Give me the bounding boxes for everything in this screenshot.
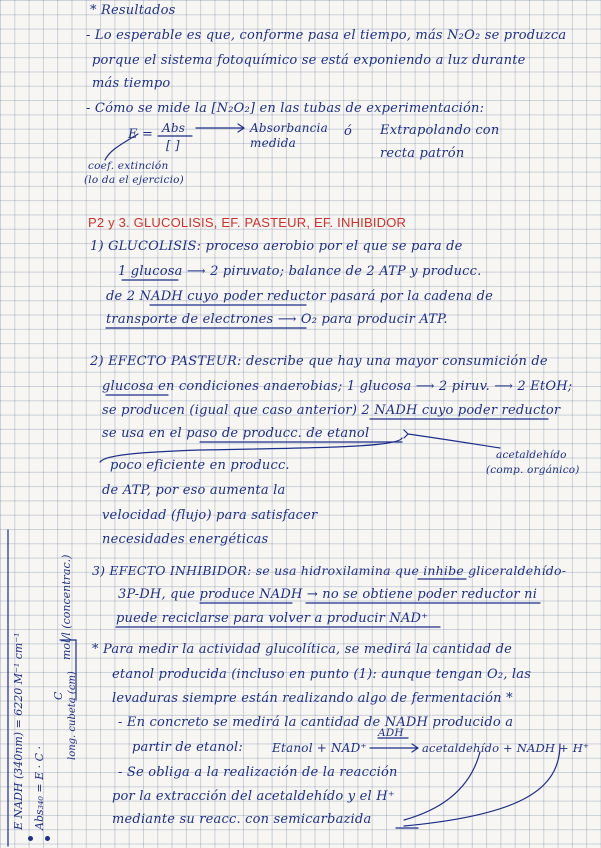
- coef-label-1: coef. extinción: [88, 160, 169, 172]
- measure-line-8: mediante su reacc. con semicarbazida: [112, 812, 372, 827]
- curve-arrow-1-icon: [404, 752, 480, 820]
- formula-e: E =: [128, 127, 154, 142]
- reaction-right: acetaldehído + NADH + H⁺: [422, 741, 590, 755]
- margin-mol: mol/l (concentrac.): [60, 554, 73, 660]
- coef-label-2: (lo da el ejercicio): [84, 174, 184, 186]
- inhibitor-line-3: puede reciclarse para volver a producir NAD⁺: [116, 611, 429, 626]
- glycolysis-line-2: 1 glucosa ⟶ 2 piruvato; balance de 2 ATP y producc.: [118, 264, 482, 279]
- pasteur-note-3: velocidad (flujo) para satisfacer: [102, 508, 318, 523]
- glycolysis-line-1: 1) GLUCOLISIS: proceso aerobio por el que se para de: [90, 239, 463, 254]
- results-line-4: - Cómo se mide la [N₂O₂] en las tubas de experimentación:: [86, 101, 485, 116]
- measure-line-6: - Se obliga a la realización de la reacción: [118, 765, 398, 780]
- measure-line-1: * Para medir la actividad glucolítica, se medirá la cantidad de: [92, 642, 512, 657]
- reaction-enzyme: ADH: [378, 727, 404, 739]
- results-heading: * Resultados: [90, 3, 176, 18]
- measure-line-2: etanol producida (incluso en punto (1): aunque tengan O₂, las: [112, 667, 532, 682]
- arrow-absorbance-icon: [196, 124, 244, 132]
- results-line-1: - Lo esperable es que, conforme pasa el tiempo, más N₂O₂ se produzca: [86, 28, 567, 43]
- measure-line-7: por la extracción del acetaldehído y el H⁺: [112, 789, 395, 804]
- formula-extrapolate-2: recta patrón: [380, 146, 465, 161]
- formula-extrapolate-1: Extrapolando con: [380, 123, 500, 138]
- pasteur-line-2: glucosa en condiciones anaerobias; 1 glucosa ⟶ 2 piruv. ⟶ 2 EtOH;: [102, 379, 573, 394]
- margin-abs: Abs₃₄₀ = E · C ·: [33, 746, 46, 830]
- formula-or: ó: [344, 124, 353, 139]
- pasteur-note-1: poco eficiente en producc.: [110, 458, 290, 473]
- acetaldehyde-label: acetaldehído: [496, 449, 567, 461]
- results-line-2: porque el sistema fotoquímico se está exponiendo a luz durante: [92, 53, 526, 68]
- section-title: P2 y 3. GLUCOLISIS, EF. PASTEUR, EF. INHIBIDOR: [88, 215, 407, 230]
- measure-line-3: levaduras siempre están realizando algo de fermentación *: [112, 691, 513, 706]
- pasteur-note-4: necesidades energéticas: [102, 532, 269, 547]
- pasteur-line-4: se usa en el paso de producc. de etanol: [102, 426, 370, 441]
- formula-result: Absorbancia medida: [250, 121, 328, 150]
- reaction-arrow-icon: [370, 744, 418, 752]
- formula-numerator: Abs: [162, 121, 186, 135]
- inhibitor-line-1: 3) EFECTO INHIBIDOR: se usa hidroxilamina que inhibe gliceraldehído-: [92, 563, 567, 578]
- margin-bullet-2: [45, 836, 50, 841]
- pasteur-line-3: se producen (igual que caso anterior) 2 NADH cuyo poder reductor: [102, 403, 561, 418]
- margin-bullet-1: [28, 836, 33, 841]
- glycolysis-line-4: transporte de electrones ⟶ O₂ para producir ATP.: [106, 312, 448, 327]
- inhibitor-line-2: 3P-DH, que produce NADH → no se obtiene poder reductor ni: [118, 587, 538, 602]
- margin-c: C: [52, 691, 65, 700]
- pasteur-line-1: 2) EFECTO PASTEUR: describe que hay una mayor consumición de: [90, 354, 548, 369]
- reaction-left: Etanol + NAD⁺: [272, 741, 367, 755]
- margin-path: long. cubeta (cm): [67, 671, 78, 760]
- pasteur-note-2: de ATP, por eso aumenta la: [102, 483, 286, 498]
- margin-epsilon: E NADH (340nm) = 6220 M⁻¹ cm⁻¹: [12, 632, 25, 830]
- acetaldehyde-note: (comp. orgánico): [486, 464, 580, 476]
- curve-arrow-2-icon: [404, 744, 560, 826]
- arrow-acetaldehyde-icon: [404, 430, 500, 448]
- glycolysis-line-3: de 2 NADH cuyo poder reductor pasará por la cadena de: [106, 289, 493, 304]
- formula-denominator: [ ]: [166, 138, 180, 152]
- results-line-3: más tiempo: [92, 76, 171, 91]
- measure-line-4: - En concreto se medirá la cantidad de NADH producido a: [118, 715, 514, 730]
- measure-line-5: partir de etanol:: [132, 740, 243, 755]
